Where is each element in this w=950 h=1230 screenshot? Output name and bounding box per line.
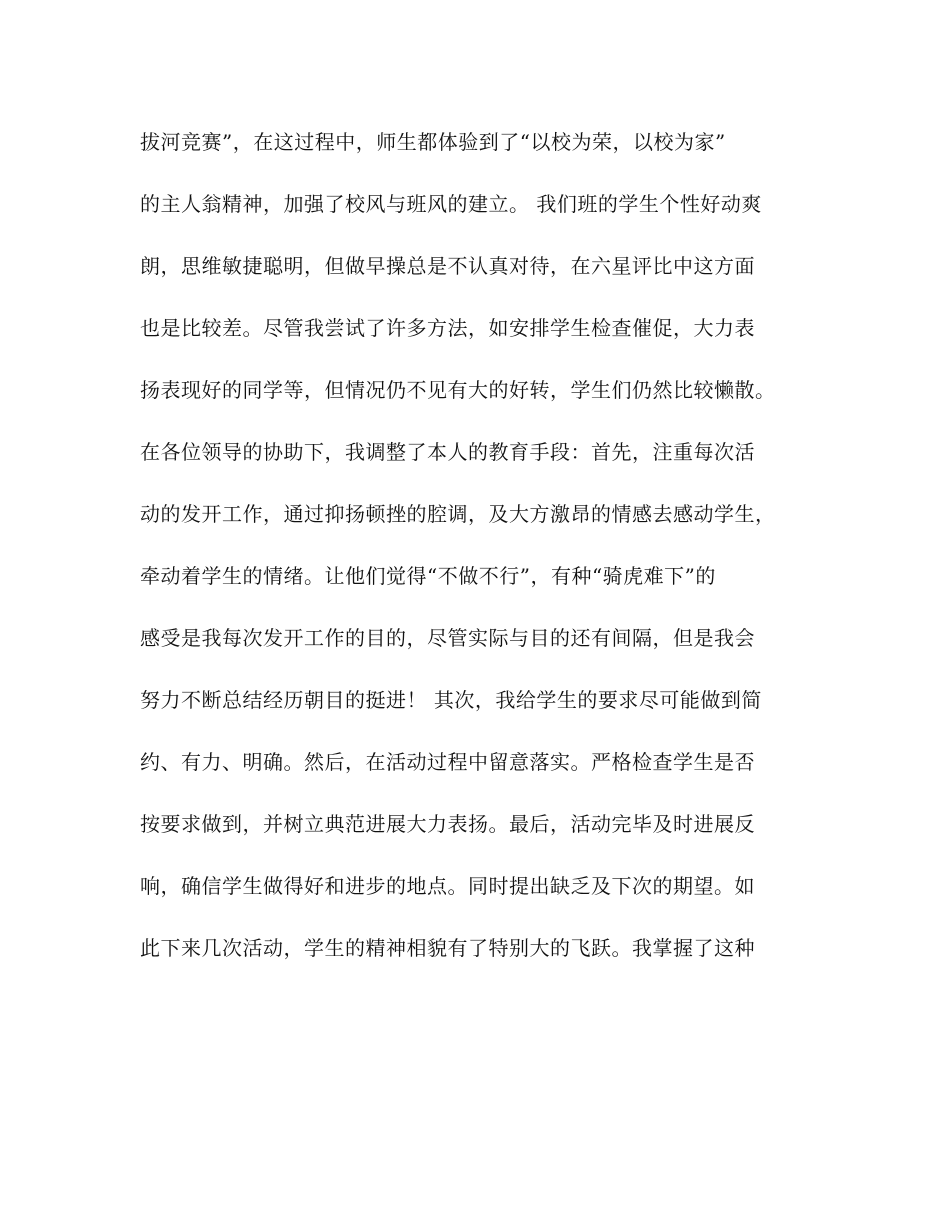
body-text	[140, 119, 820, 987]
text-line: 动的发开工作，通过抑扬顿挫的腔调，及大方激昂的情感去感动学生，	[140, 502, 776, 526]
text-line: 感受是我每次发开工作的目的，尽管实际与目的还有间隔，但是我会	[140, 626, 755, 650]
text-line: 此下来几次活动，学生的精神相貌有了特别大的飞跃。我掌握了这种	[140, 936, 755, 960]
text-line: 牵动着学生的情绪。让他们觉得“不做不行”，有种“骑虎难下”的	[140, 564, 716, 588]
text-line: 的主人翁精神，加强了校风与班风的建立。 我们班的学生个性好动爽	[140, 192, 762, 216]
text-line: 按要求做到，并树立典范进展大力表扬。最后，活动完毕及时进展反	[140, 812, 755, 836]
text-line: 扬表现好的同学等，但情况仍不见有大的好转，学生们仍然比较懒散。	[140, 378, 776, 402]
text-line: 也是比较差。尽管我尝试了许多方法，如安排学生检查催促，大力表	[140, 316, 755, 340]
text-line: 努力不断总结经历朝目的挺进！ 其次，我给学生的要求尽可能做到简	[140, 688, 762, 712]
text-line: 在各位领导的协助下，我调整了本人的教育手段：首先，注重每次活	[140, 440, 755, 464]
text-line: 响，确信学生做得好和进步的地点。同时提出缺乏及下次的期望。如	[140, 874, 755, 898]
text-line: 朗，思维敏捷聪明，但做早操总是不认真对待，在六星评比中这方面	[140, 254, 755, 278]
text-line: 约、有力、明确。然后，在活动过程中留意落实。严格检查学生是否	[140, 750, 755, 774]
text-line: 拔河竞赛”，在这过程中，师生都体验到了“以校为荣，以校为家”	[140, 130, 726, 154]
